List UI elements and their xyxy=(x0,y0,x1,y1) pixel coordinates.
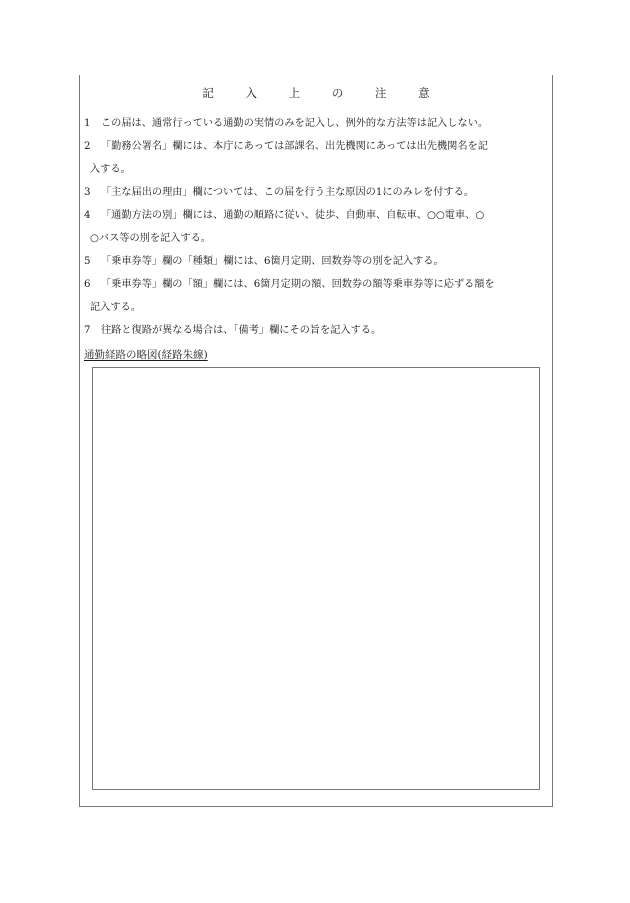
note-text: 「勤務公署名」欄には、本庁にあっては部課名、出先機関にあっては出先機関名を記 xyxy=(101,141,488,152)
page-title: 記 入 上 の 注 意 xyxy=(202,86,444,100)
notes-list xyxy=(84,112,550,342)
note-number: 6 xyxy=(84,279,91,290)
note-number: 1 xyxy=(84,118,91,129)
note-text: 「乗車券等」欄の「種類」欄には、6箇月定期、回数券等の別を記入する。 xyxy=(101,256,444,267)
note-text: この届は、通常行っている通勤の実情のみを記入し、例外的な方法等は記入しない。 xyxy=(101,118,489,129)
note-text: 往路と復路が異なる場合は、「備考」欄にその旨を記入する。 xyxy=(101,325,382,336)
note-continuation: 記入する。 xyxy=(90,302,141,313)
note-continuation: ○バス等の別を記入する。 xyxy=(90,233,211,244)
note-text: 「通勤方法の別」欄には、通勤の順路に従い、徒歩、自動車、自転車、○○電車、○ xyxy=(101,210,485,221)
list-item xyxy=(84,204,550,227)
list-item xyxy=(84,112,550,135)
route-map-label: 通勤経路の略図(経路朱線) xyxy=(84,349,208,361)
list-item xyxy=(84,181,550,204)
note-number: 2 xyxy=(84,141,91,152)
note-number: 4 xyxy=(84,210,91,221)
notes-form xyxy=(79,75,553,807)
list-item xyxy=(84,250,550,273)
note-number: 5 xyxy=(84,256,91,267)
note-number: 7 xyxy=(84,325,91,336)
list-item xyxy=(84,135,550,158)
note-continuation: 入する。 xyxy=(90,164,131,175)
note-text: 「乗車券等」欄の「額」欄には、6箇月定期の額、回数券の額等乗車券等に応ずる額を xyxy=(101,279,495,290)
note-number: 3 xyxy=(84,187,91,198)
route-map-drawing-area[interactable] xyxy=(92,367,540,790)
list-item xyxy=(84,319,550,342)
list-item xyxy=(84,273,550,296)
note-text: 「主な届出の理由」欄については、この届を行う主な原因の1にのみレを付する。 xyxy=(101,187,475,198)
